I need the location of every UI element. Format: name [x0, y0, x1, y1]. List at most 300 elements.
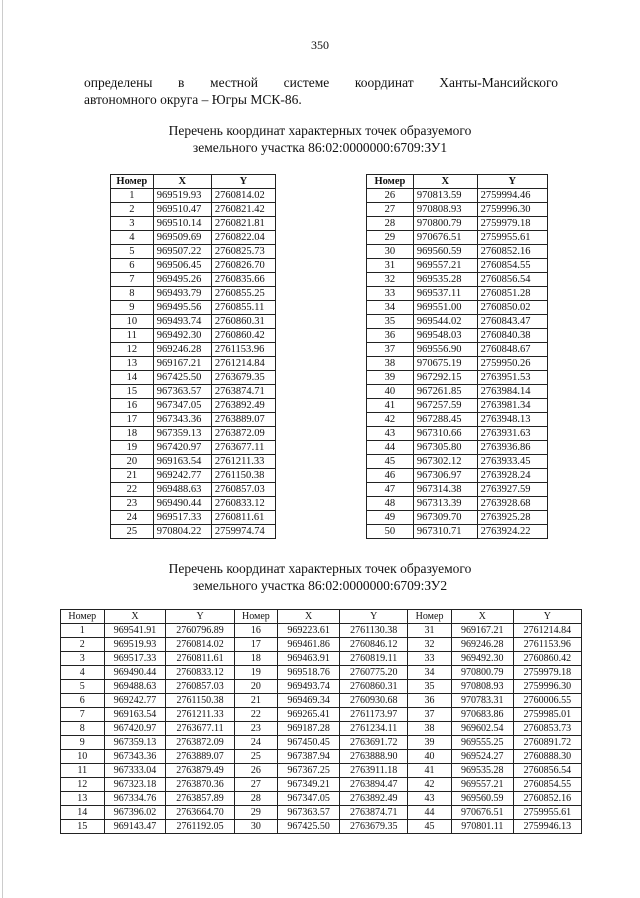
table-cell: 2763888.90	[340, 750, 408, 764]
table-cell: 13	[61, 792, 105, 806]
table-cell: 31	[367, 259, 414, 273]
table-cell: 2760851.28	[477, 287, 547, 301]
table-cell: 25	[234, 750, 278, 764]
table-cell: 969517.33	[153, 511, 211, 525]
table-cell: 38	[408, 722, 452, 736]
table-cell: 970804.22	[153, 525, 211, 539]
table-cell: 2760835.66	[211, 273, 275, 287]
table-cell: 2763679.35	[211, 371, 275, 385]
table-cell: 969507.22	[153, 245, 211, 259]
intro-line-2: автономного округа – Югры МСК-86.	[84, 92, 302, 107]
table-cell: 967288.45	[413, 413, 477, 427]
table-cell: 967334.76	[104, 792, 166, 806]
table-cell: 2760860.31	[211, 315, 275, 329]
table-cell: 39	[408, 736, 452, 750]
table-cell: 967306.97	[413, 469, 477, 483]
table-row	[367, 259, 548, 273]
table-cell: 2763677.11	[211, 441, 275, 455]
table-cell: 15	[111, 385, 154, 399]
table-cell: 34	[408, 666, 452, 680]
table-cell: 49	[367, 511, 414, 525]
table-cell: 2761234.11	[340, 722, 408, 736]
table-cell: 969556.90	[413, 343, 477, 357]
table-cell: 2760855.25	[211, 287, 275, 301]
table-cell: 2760821.81	[211, 217, 275, 231]
table-cell: 2763948.13	[477, 413, 547, 427]
table-cell: 967420.97	[104, 722, 166, 736]
table-cell: 969461.86	[278, 638, 340, 652]
table-cell: 967347.05	[278, 792, 340, 806]
table-cell: 30	[367, 245, 414, 259]
table-cell: 970808.93	[451, 680, 513, 694]
table-cell: 32	[408, 638, 452, 652]
table-cell: 2761214.84	[211, 357, 275, 371]
table-cell: 969506.45	[153, 259, 211, 273]
table-cell: 967425.50	[278, 820, 340, 834]
table-cell: 2759996.30	[513, 680, 581, 694]
table-cell: 11	[111, 329, 154, 343]
column-header: Y	[477, 175, 547, 189]
page-number: 350	[311, 38, 329, 52]
section2-caption	[0, 560, 640, 594]
table-cell: 2761192.05	[166, 820, 234, 834]
table-cell: 43	[367, 427, 414, 441]
table-cell: 969187.28	[278, 722, 340, 736]
table-cell: 2759996.30	[477, 203, 547, 217]
table-cell: 32	[367, 273, 414, 287]
table-cell: 2759979.18	[513, 666, 581, 680]
table-cell: 2761130.38	[340, 624, 408, 638]
table-row	[111, 273, 276, 287]
table-row	[61, 680, 582, 694]
table-cell: 8	[111, 287, 154, 301]
table-cell: 969537.11	[413, 287, 477, 301]
table-cell: 2763872.09	[211, 427, 275, 441]
table-cell: 969167.21	[153, 357, 211, 371]
table-cell: 12	[61, 778, 105, 792]
table-row	[111, 245, 276, 259]
table-cell: 2760775.20	[340, 666, 408, 680]
table-row	[61, 792, 582, 806]
table-row	[111, 441, 276, 455]
table-cell: 11	[61, 764, 105, 778]
table-cell: 967310.71	[413, 525, 477, 539]
table-cell: 967349.21	[278, 778, 340, 792]
table-cell: 2760852.16	[477, 245, 547, 259]
table-cell: 3	[61, 652, 105, 666]
table-cell: 969510.14	[153, 217, 211, 231]
table-row	[367, 245, 548, 259]
table-cell: 2763936.86	[477, 441, 547, 455]
table-row	[111, 511, 276, 525]
table-row	[367, 287, 548, 301]
table-row	[367, 217, 548, 231]
table-row	[367, 441, 548, 455]
table-row	[111, 497, 276, 511]
table-row	[111, 413, 276, 427]
table-cell: 967310.66	[413, 427, 477, 441]
intro-paragraph	[84, 74, 558, 108]
column-header: X	[153, 175, 211, 189]
table-cell: 2761211.33	[166, 708, 234, 722]
table-cell: 969265.41	[278, 708, 340, 722]
table-cell: 27	[234, 778, 278, 792]
table-row	[367, 301, 548, 315]
table-cell: 2763879.49	[166, 764, 234, 778]
table-cell: 2760853.73	[513, 722, 581, 736]
table-row	[367, 427, 548, 441]
column-header: X	[451, 610, 513, 624]
table-cell: 2760814.02	[211, 189, 275, 203]
table-cell: 969544.02	[413, 315, 477, 329]
section1-caption-line2: земельного участка 86:02:0000000:6709:ЗУ1	[192, 140, 448, 155]
table-cell: 2760822.04	[211, 231, 275, 245]
table-row	[367, 455, 548, 469]
table-cell: 2763928.68	[477, 497, 547, 511]
table-cell: 39	[367, 371, 414, 385]
table-cell: 2760860.31	[340, 680, 408, 694]
table-cell: 967387.94	[278, 750, 340, 764]
column-header: Номер	[408, 610, 452, 624]
section1-caption-line1: Перечень координат характерных точек образуемого	[168, 123, 472, 138]
table-row	[367, 483, 548, 497]
table-row	[111, 469, 276, 483]
table-cell: 9	[61, 736, 105, 750]
table-cell: 2760833.12	[166, 666, 234, 680]
section1-caption	[0, 122, 640, 156]
table-cell: 970800.79	[451, 666, 513, 680]
table-row	[111, 525, 276, 539]
table-row	[367, 469, 548, 483]
intro-word: местной	[210, 75, 258, 90]
table-cell: 41	[408, 764, 452, 778]
table-cell: 2761150.38	[166, 694, 234, 708]
column-header: Y	[166, 610, 234, 624]
table-cell: 14	[111, 371, 154, 385]
table-row	[111, 231, 276, 245]
table-cell: 10	[61, 750, 105, 764]
table-cell: 35	[408, 680, 452, 694]
intro-line-1	[84, 74, 558, 91]
table-cell: 967333.04	[104, 764, 166, 778]
table-cell: 2763928.24	[477, 469, 547, 483]
table-cell: 967292.15	[413, 371, 477, 385]
table-cell: 29	[367, 231, 414, 245]
table-cell: 969492.30	[153, 329, 211, 343]
table-cell: 2760796.89	[166, 624, 234, 638]
table-cell: 27	[367, 203, 414, 217]
table-cell: 16	[234, 624, 278, 638]
table-row	[111, 329, 276, 343]
table-cell: 967450.45	[278, 736, 340, 750]
table-cell: 17	[111, 413, 154, 427]
table-cell: 13	[111, 357, 154, 371]
table-cell: 3	[111, 217, 154, 231]
table-cell: 22	[234, 708, 278, 722]
table-cell: 50	[367, 525, 414, 539]
table-cell: 29	[234, 806, 278, 820]
table-cell: 967257.59	[413, 399, 477, 413]
section2-table	[60, 609, 582, 834]
table-cell: 969551.00	[413, 301, 477, 315]
table-cell: 2760821.42	[211, 203, 275, 217]
table-cell: 2760825.73	[211, 245, 275, 259]
table-cell: 969493.74	[278, 680, 340, 694]
table-cell: 970676.51	[451, 806, 513, 820]
table-cell: 7	[111, 273, 154, 287]
table-cell: 969555.25	[451, 736, 513, 750]
table-cell: 967359.13	[104, 736, 166, 750]
table-cell: 2761214.84	[513, 624, 581, 638]
table-cell: 969548.03	[413, 329, 477, 343]
table-cell: 969242.77	[104, 694, 166, 708]
table-row	[367, 399, 548, 413]
table-row	[111, 189, 276, 203]
table-cell: 21	[111, 469, 154, 483]
table-cell: 2760888.30	[513, 750, 581, 764]
table-row	[367, 525, 548, 539]
table-row	[61, 638, 582, 652]
table-cell: 2760854.55	[513, 778, 581, 792]
table-cell: 967363.57	[153, 385, 211, 399]
table-cell: 4	[61, 666, 105, 680]
table-cell: 2763924.22	[477, 525, 547, 539]
table-cell: 2763933.45	[477, 455, 547, 469]
table-cell: 969163.54	[104, 708, 166, 722]
table-cell: 2763664.70	[166, 806, 234, 820]
table-cell: 2763679.35	[340, 820, 408, 834]
column-header: Номер	[234, 610, 278, 624]
table-row	[61, 736, 582, 750]
table-cell: 30	[234, 820, 278, 834]
table-cell: 970783.31	[451, 694, 513, 708]
table-cell: 46	[367, 469, 414, 483]
table-row	[111, 217, 276, 231]
table-cell: 969602.54	[451, 722, 513, 736]
table-cell: 40	[408, 750, 452, 764]
table-cell: 2763874.71	[340, 806, 408, 820]
table-cell: 20	[234, 680, 278, 694]
section2-caption-line2: земельного участка 86:02:0000000:6709:ЗУ2	[192, 578, 448, 593]
table-cell: 970683.86	[451, 708, 513, 722]
table-cell: 42	[367, 413, 414, 427]
table-cell: 2760856.54	[477, 273, 547, 287]
table-cell: 967314.38	[413, 483, 477, 497]
table-cell: 969469.34	[278, 694, 340, 708]
table-cell: 47	[367, 483, 414, 497]
table-cell: 2760850.02	[477, 301, 547, 315]
table-cell: 2760826.70	[211, 259, 275, 273]
table-cell: 2763892.49	[340, 792, 408, 806]
intro-word: Ханты-Мансийского	[439, 75, 558, 90]
column-header: Номер	[61, 610, 105, 624]
table-cell: 969493.79	[153, 287, 211, 301]
table-cell: 33	[367, 287, 414, 301]
table-cell: 969560.59	[451, 792, 513, 806]
table-cell: 969557.21	[451, 778, 513, 792]
table-row	[61, 806, 582, 820]
table-cell: 34	[367, 301, 414, 315]
table-cell: 2760891.72	[513, 736, 581, 750]
table-cell: 43	[408, 792, 452, 806]
table-cell: 2760811.61	[211, 511, 275, 525]
table-cell: 969463.91	[278, 652, 340, 666]
table-cell: 2761153.96	[513, 638, 581, 652]
table-cell: 45	[367, 455, 414, 469]
table-cell: 37	[367, 343, 414, 357]
table-row	[111, 343, 276, 357]
table-cell: 2760811.61	[166, 652, 234, 666]
table-cell: 2	[111, 203, 154, 217]
table-cell: 969143.47	[104, 820, 166, 834]
table-cell: 969519.93	[104, 638, 166, 652]
table-cell: 38	[367, 357, 414, 371]
table-cell: 2763874.71	[211, 385, 275, 399]
table-cell: 969493.74	[153, 315, 211, 329]
table-cell: 2763857.89	[166, 792, 234, 806]
table-cell: 2760857.03	[166, 680, 234, 694]
table-cell: 2763931.63	[477, 427, 547, 441]
table-cell: 969518.76	[278, 666, 340, 680]
column-header: Номер	[367, 175, 414, 189]
table-cell: 28	[367, 217, 414, 231]
table-cell: 42	[408, 778, 452, 792]
table-cell: 2760930.68	[340, 694, 408, 708]
table-cell: 2759994.46	[477, 189, 547, 203]
table-cell: 2759979.18	[477, 217, 547, 231]
table-cell: 6	[61, 694, 105, 708]
table-cell: 2760860.42	[513, 652, 581, 666]
table-cell: 969163.54	[153, 455, 211, 469]
table-cell: 9	[111, 301, 154, 315]
table-cell: 2763892.49	[211, 399, 275, 413]
table-row	[367, 329, 548, 343]
intro-word: системе	[283, 75, 330, 90]
table-cell: 40	[367, 385, 414, 399]
table-cell: 2759974.74	[211, 525, 275, 539]
table-row	[111, 399, 276, 413]
table-cell: 967347.05	[153, 399, 211, 413]
table-cell: 967302.12	[413, 455, 477, 469]
table-row	[111, 483, 276, 497]
table-cell: 969242.77	[153, 469, 211, 483]
table-cell: 969517.33	[104, 652, 166, 666]
table-row	[61, 820, 582, 834]
table-cell: 970676.51	[413, 231, 477, 245]
table-cell: 970675.19	[413, 357, 477, 371]
table-cell: 17	[234, 638, 278, 652]
table-cell: 2763984.14	[477, 385, 547, 399]
table-cell: 2760857.03	[211, 483, 275, 497]
table-cell: 969490.44	[153, 497, 211, 511]
table-cell: 969510.47	[153, 203, 211, 217]
table-cell: 2760852.16	[513, 792, 581, 806]
table-cell: 2760855.11	[211, 301, 275, 315]
table-cell: 2763691.72	[340, 736, 408, 750]
table-cell: 969535.28	[451, 764, 513, 778]
column-header: Y	[211, 175, 275, 189]
table-cell: 2763872.09	[166, 736, 234, 750]
table-row	[61, 652, 582, 666]
table-cell: 2760819.11	[340, 652, 408, 666]
table-row	[367, 511, 548, 525]
table-cell: 967420.97	[153, 441, 211, 455]
table-cell: 2761153.96	[211, 343, 275, 357]
table-cell: 23	[111, 497, 154, 511]
table-row	[367, 203, 548, 217]
table-cell: 28	[234, 792, 278, 806]
table-cell: 967363.57	[278, 806, 340, 820]
table-cell: 24	[111, 511, 154, 525]
table-cell: 41	[367, 399, 414, 413]
table-cell: 967343.36	[104, 750, 166, 764]
table-cell: 2760843.47	[477, 315, 547, 329]
table-cell: 48	[367, 497, 414, 511]
table-cell: 2760854.55	[477, 259, 547, 273]
table-cell: 19	[234, 666, 278, 680]
table-cell: 26	[234, 764, 278, 778]
table-row	[61, 624, 582, 638]
table-row	[111, 371, 276, 385]
table-cell: 2763894.47	[340, 778, 408, 792]
table-row	[111, 315, 276, 329]
table-cell: 2763889.07	[166, 750, 234, 764]
table-cell: 967313.39	[413, 497, 477, 511]
table-row	[111, 455, 276, 469]
table-cell: 2763925.28	[477, 511, 547, 525]
table-cell: 36	[408, 694, 452, 708]
table-cell: 970813.59	[413, 189, 477, 203]
table-row	[111, 385, 276, 399]
table-cell: 2763911.18	[340, 764, 408, 778]
table-row	[367, 371, 548, 385]
table-row	[111, 259, 276, 273]
table-cell: 969557.21	[413, 259, 477, 273]
table-cell: 44	[367, 441, 414, 455]
table-cell: 967396.02	[104, 806, 166, 820]
table-cell: 26	[367, 189, 414, 203]
table-cell: 967367.25	[278, 764, 340, 778]
intro-word: определены	[84, 75, 153, 90]
table-cell: 2761173.97	[340, 708, 408, 722]
section1-table-left	[110, 174, 276, 539]
table-header-row	[367, 175, 548, 189]
table-cell: 969495.26	[153, 273, 211, 287]
table-cell: 37	[408, 708, 452, 722]
table-cell: 1	[61, 624, 105, 638]
table-cell: 33	[408, 652, 452, 666]
table-row	[61, 764, 582, 778]
table-row	[367, 315, 548, 329]
column-header: X	[413, 175, 477, 189]
table-cell: 970808.93	[413, 203, 477, 217]
table-cell: 21	[234, 694, 278, 708]
table-cell: 4	[111, 231, 154, 245]
table-cell: 2760860.42	[211, 329, 275, 343]
table-cell: 969246.28	[451, 638, 513, 652]
table-row	[367, 385, 548, 399]
table-cell: 36	[367, 329, 414, 343]
table-cell: 18	[234, 652, 278, 666]
table-cell: 969541.91	[104, 624, 166, 638]
table-cell: 2759985.01	[513, 708, 581, 722]
table-cell: 2	[61, 638, 105, 652]
table-row	[367, 343, 548, 357]
table-cell: 2760846.12	[340, 638, 408, 652]
table-row	[61, 722, 582, 736]
table-row	[367, 413, 548, 427]
table-cell: 967261.85	[413, 385, 477, 399]
